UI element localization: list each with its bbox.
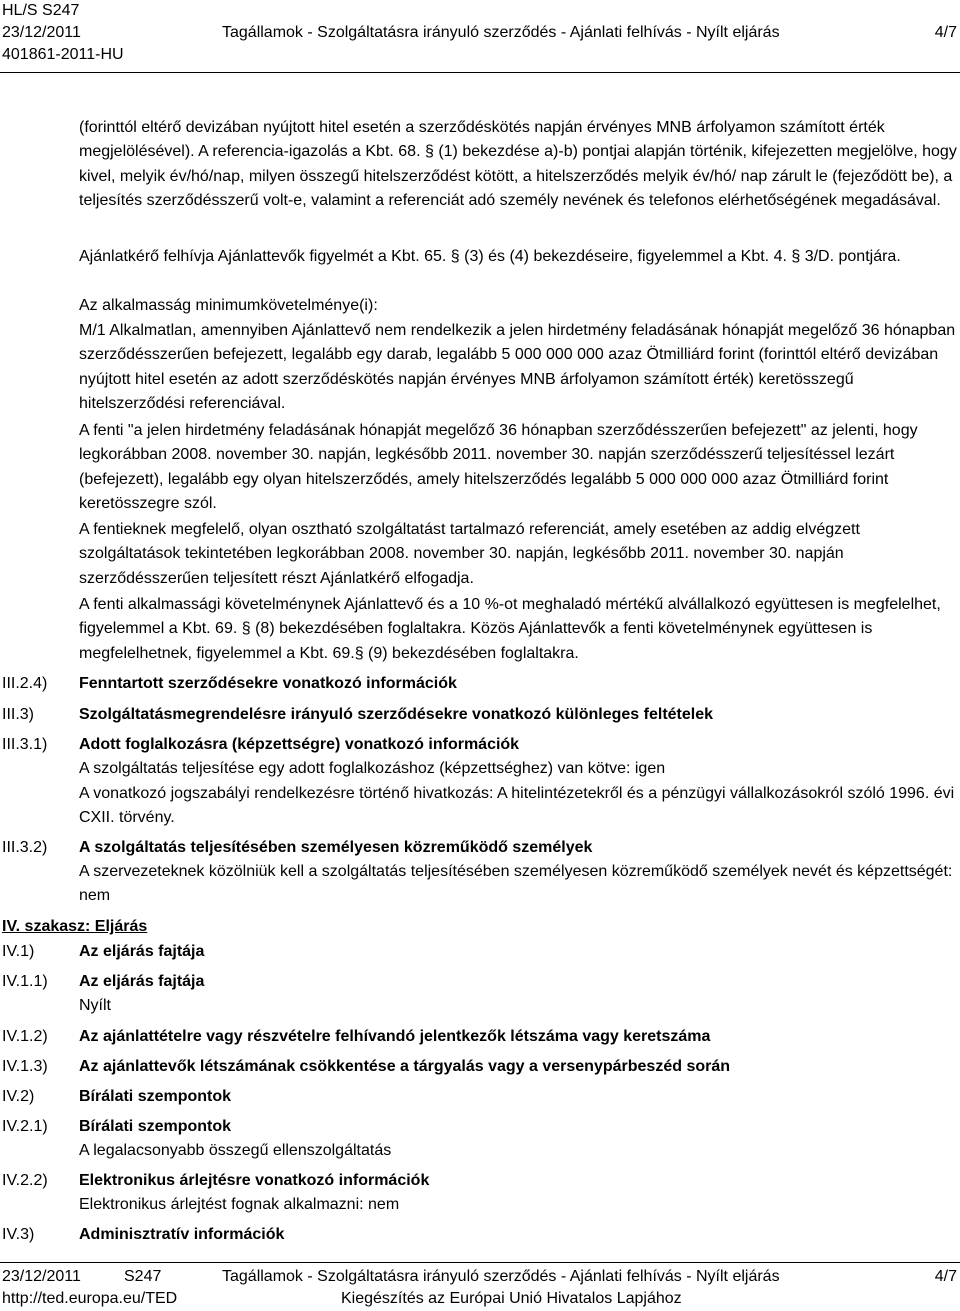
section-number: IV.3) — [2, 1226, 35, 1243]
paragraph-6: A fentieknek megfelelő, olyan osztható szolgáltatást tartalmazó referenciát, amely esetében az addig elvégzett szolgáltatások tekintetében legkorábban 2008. november 30. napján, legkésőbb 2011. november 30. napján szerződésszerűen teljesített részt Ajánlatkérő elfogadja. — [79, 521, 860, 587]
section-text: Elektronikus árlejtést fognak alkalmazni: nem — [79, 1196, 400, 1213]
section-text: A szolgáltatás teljesítése egy adott foglalkozáshoz (képzettséghez) van kötve: igen — [79, 760, 666, 777]
header-page: 4/7 — [934, 24, 957, 41]
paragraph-4: M/1 Alkalmatlan, amennyiben Ajánlattevő nem rendelkezik a jelen hirdetmény feladásának hónapját megelőző 36 hónapban szerződésszerűen befejezett, legalább egy darab, legalább 5 000 000 000 azaz Ötmilliárd forint (forinttól eltérő devizában nyújtott hitel esetén az adott szerződéskötés napján érvényes MNB árfolyamon számított érték) keretösszegű hitelszerződési referenciával. — [79, 322, 956, 412]
footer-publication: Kiegészítés az Európai Unió Hivatalos Lapjához — [341, 1290, 682, 1307]
paragraph-5: A fenti "a jelen hirdetmény feladásának hónapját megelőző 36 hónapban szerződésszerűen befejezett" az jelenti, hogy legkorábban 2008. november 30. napján, legkésőbb 2011. november 30. napján szerződésszerű teljesítéssel lezárt (befejezett), legalább egy olyan hitelszerződés, amely hitelszerződés legalább 5 000 000 000 azaz Ötmilliárd forint keretösszegre szól. — [79, 422, 918, 512]
footer-page: 4/7 — [934, 1268, 957, 1285]
paragraph-3: Az alkalmasság minimumkövetelménye(i): — [79, 297, 378, 314]
section-text: A vonatkozó jogszabályi rendelkezésre történő hivatkozás: A hitelintézetekről és a pénzügyi vállalkozásokról szóló 1996. évi CXII. törvény. — [79, 785, 955, 827]
header-date: 23/12/2011 — [2, 24, 81, 41]
footer-date: 23/12/2011 — [2, 1268, 81, 1285]
section-title: Szolgáltatásmegrendelésre irányuló szerződésekre vonatkozó különleges feltételek — [79, 706, 714, 723]
section-title: Bírálati szempontok — [79, 1118, 232, 1135]
section-title: Adminisztratív információk — [79, 1226, 285, 1243]
footer-series: S247 — [124, 1268, 162, 1285]
footer-url-link[interactable]: http://ted.europa.eu/TED — [2, 1290, 178, 1307]
section-title: Az eljárás fajtája — [79, 973, 205, 990]
section-title: Az ajánlattevők létszámának csökkentése a tárgyalás vagy a versenypárbeszéd során — [79, 1058, 731, 1075]
section-number: III.3) — [2, 706, 35, 723]
section-title: A szolgáltatás teljesítésében személyesen közreműködő személyek — [79, 839, 593, 856]
section-text: Nyílt — [79, 997, 111, 1014]
part-heading: IV. szakasz: Eljárás — [2, 918, 148, 935]
section-number: III.2.4) — [2, 675, 48, 692]
section-number: IV.2.2) — [2, 1172, 48, 1189]
paragraph-1: (forinttól eltérő devizában nyújtott hitel esetén a szerződéskötés napján érvényes MNB árfolyamon számított érték megjelölésével). A referencia-igazolás a Kbt. 68. § (1) bekezdése a)-b) pontjai alapján történik, kifejezetten megjelölve, hogy kivel, melyik év/hó/nap, milyen összegű hitelszerződést kötött, a hitelszerződés melyik év/hó/ nap zárult le (fejeződött be), a teljesítés szerződésszerű volt-e, valamint a referenciát adó személy nevének és telefonos elérhetőségének megadásával. — [79, 119, 957, 209]
header-left — [2, 0, 124, 66]
section-number: III.3.2) — [2, 839, 48, 856]
section-title: Elektronikus árlejtésre vonatkozó információk — [79, 1172, 430, 1189]
page-header — [0, 0, 960, 72]
section-number: IV.1.2) — [2, 1028, 48, 1045]
section-number: III.3.1) — [2, 736, 48, 753]
footer-title: Tagállamok - Szolgáltatásra irányuló szerződés - Ajánlati felhívás - Nyílt eljárás — [222, 1268, 780, 1285]
section-title: Adott foglalkozásra (képzettségre) vonatkozó információk — [79, 736, 520, 753]
header-ref: 401861-2011-HU — [2, 46, 124, 63]
section-title: Az eljárás fajtája — [79, 943, 205, 960]
section-text: A szervezeteknek közölniük kell a szolgáltatás teljesítésében személyesen közreműködő személyek nevét és képzettségét: nem — [79, 863, 953, 905]
paragraph-2: Ajánlatkérő felhívja Ajánlattevők figyelmét a Kbt. 65. § (3) és (4) bekezdéseire, figyelemmel a Kbt. 4. § 3/D. pontjára. — [79, 248, 901, 265]
header-divider — [0, 72, 960, 73]
section-title: Fenntartott szerződésekre vonatkozó információk — [79, 675, 457, 692]
section-title: Az ajánlattételre vagy részvételre felhívandó jelentkezők létszáma vagy keretszáma — [79, 1028, 711, 1045]
doc-id: HL/S S247 — [2, 2, 80, 19]
section-number: IV.2) — [2, 1088, 35, 1105]
footer-divider — [0, 1262, 960, 1263]
section-title: Bírálati szempontok — [79, 1088, 232, 1105]
paragraph-7: A fenti alkalmassági követelménynek Ajánlattevő és a 10 %-ot meghaladó mértékű alvállalkozó együttesen is megfelelhet, figyelemmel a Kbt. 69. § (8) bekezdésében foglaltakra. Közös Ajánlattevők a fenti követelménynek együttesen is megfelelhetnek, figyelemmel a Kbt. 69.§ (9) bekezdésében foglaltakra. — [79, 596, 941, 662]
page-footer — [0, 1266, 960, 1311]
section-number: IV.2.1) — [2, 1118, 48, 1135]
section-number: IV.1) — [2, 943, 35, 960]
header-title: Tagállamok - Szolgáltatásra irányuló szerződés - Ajánlati felhívás - Nyílt eljárás — [222, 24, 780, 41]
section-number: IV.1.3) — [2, 1058, 48, 1075]
section-text: A legalacsonyabb összegű ellenszolgáltatás — [79, 1142, 392, 1159]
section-number: IV.1.1) — [2, 973, 48, 990]
